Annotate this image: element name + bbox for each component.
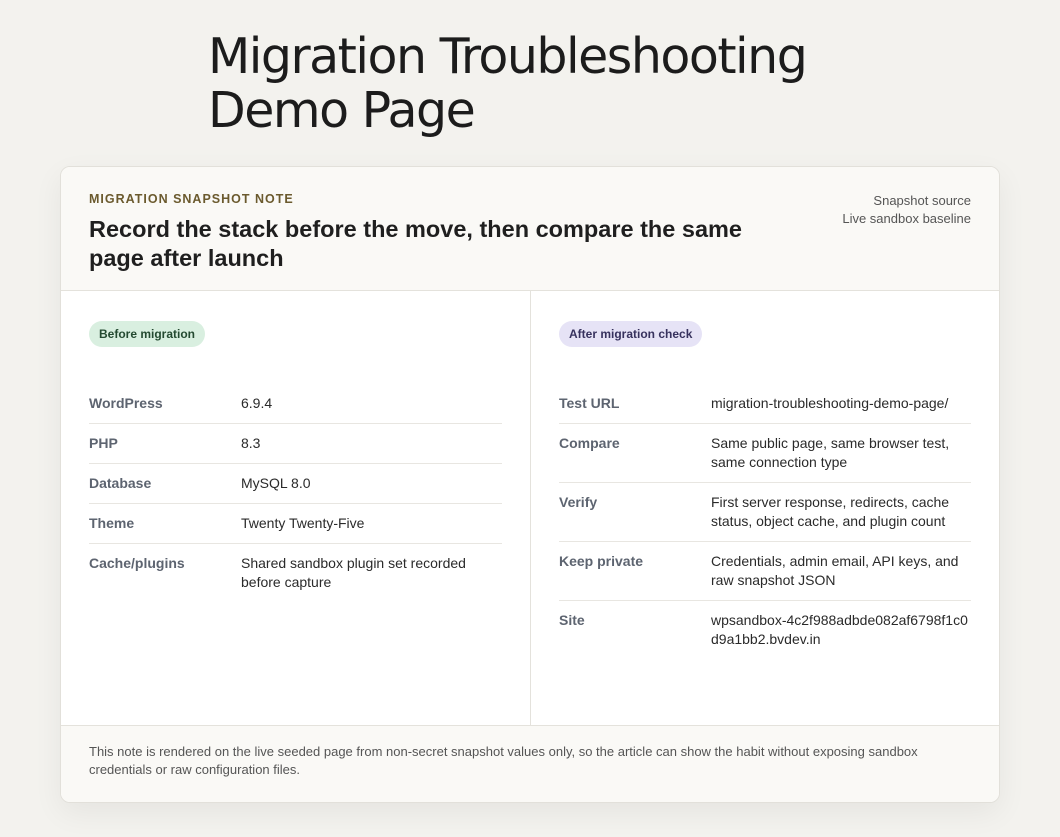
row-value: MySQL 8.0 bbox=[241, 475, 311, 491]
after-row-compare bbox=[559, 434, 971, 483]
row-key: Theme bbox=[89, 515, 135, 531]
page-title: Migration Troubleshooting Demo Page bbox=[208, 28, 807, 139]
row-key: Verify bbox=[559, 494, 598, 510]
snapshot-source bbox=[842, 192, 971, 228]
before-row-theme bbox=[89, 514, 502, 544]
after-migration-badge: After migration check bbox=[559, 321, 702, 347]
snapshot-source-label: Snapshot source bbox=[873, 193, 971, 208]
row-value: Twenty Twenty-Five bbox=[241, 515, 365, 531]
row-key: Site bbox=[559, 612, 585, 628]
row-value: 8.3 bbox=[241, 435, 261, 451]
before-row-database bbox=[89, 474, 502, 504]
snapshot-source-value: Live sandbox baseline bbox=[842, 211, 971, 226]
row-key: Cache/plugins bbox=[89, 555, 185, 571]
row-value: First server response, redirects, cache status, object cache, and plugin count bbox=[711, 494, 950, 529]
before-rows bbox=[89, 394, 502, 612]
after-row-test-url bbox=[559, 394, 971, 424]
row-key: PHP bbox=[89, 435, 118, 451]
after-row-keep-private bbox=[559, 552, 971, 601]
row-value: 6.9.4 bbox=[241, 395, 273, 411]
before-row-cache-plugins bbox=[89, 554, 502, 602]
migration-snapshot-card bbox=[60, 166, 1000, 803]
row-key: WordPress bbox=[89, 395, 163, 411]
row-value: Same public page, same browser test, same connection type bbox=[711, 435, 950, 470]
row-value: migration-troubleshooting-demo-page/ bbox=[711, 395, 949, 411]
card-header bbox=[61, 167, 999, 291]
before-row-wordpress bbox=[89, 394, 502, 424]
comparison-columns bbox=[61, 291, 999, 727]
after-row-verify bbox=[559, 493, 971, 542]
row-key: Database bbox=[89, 475, 152, 491]
row-value: wpsandbox-4c2f988adbde082af6798f1c0d9a1bb2.bvdev.in bbox=[711, 612, 968, 647]
row-value: Credentials, admin email, API keys, and raw snapshot JSON bbox=[711, 553, 959, 588]
after-row-site bbox=[559, 611, 971, 659]
row-key: Test URL bbox=[559, 395, 620, 411]
row-key: Keep private bbox=[559, 553, 644, 569]
card-eyebrow: MIGRATION SNAPSHOT NOTE bbox=[89, 192, 294, 206]
after-rows bbox=[559, 394, 971, 669]
before-migration-badge: Before migration bbox=[89, 321, 205, 347]
after-column bbox=[530, 291, 999, 727]
before-column bbox=[61, 291, 530, 727]
row-key: Compare bbox=[559, 435, 620, 451]
card-footer-note: This note is rendered on the live seeded page from non-secret snapshot values only, so the article can show the habit without exposing sandbox credentials or raw configuration files. bbox=[61, 725, 999, 802]
row-value: Shared sandbox plugin set recorded before capture bbox=[241, 555, 466, 590]
card-headline: Record the stack before the move, then compare the same page after launch bbox=[89, 216, 742, 271]
before-row-php bbox=[89, 434, 502, 464]
